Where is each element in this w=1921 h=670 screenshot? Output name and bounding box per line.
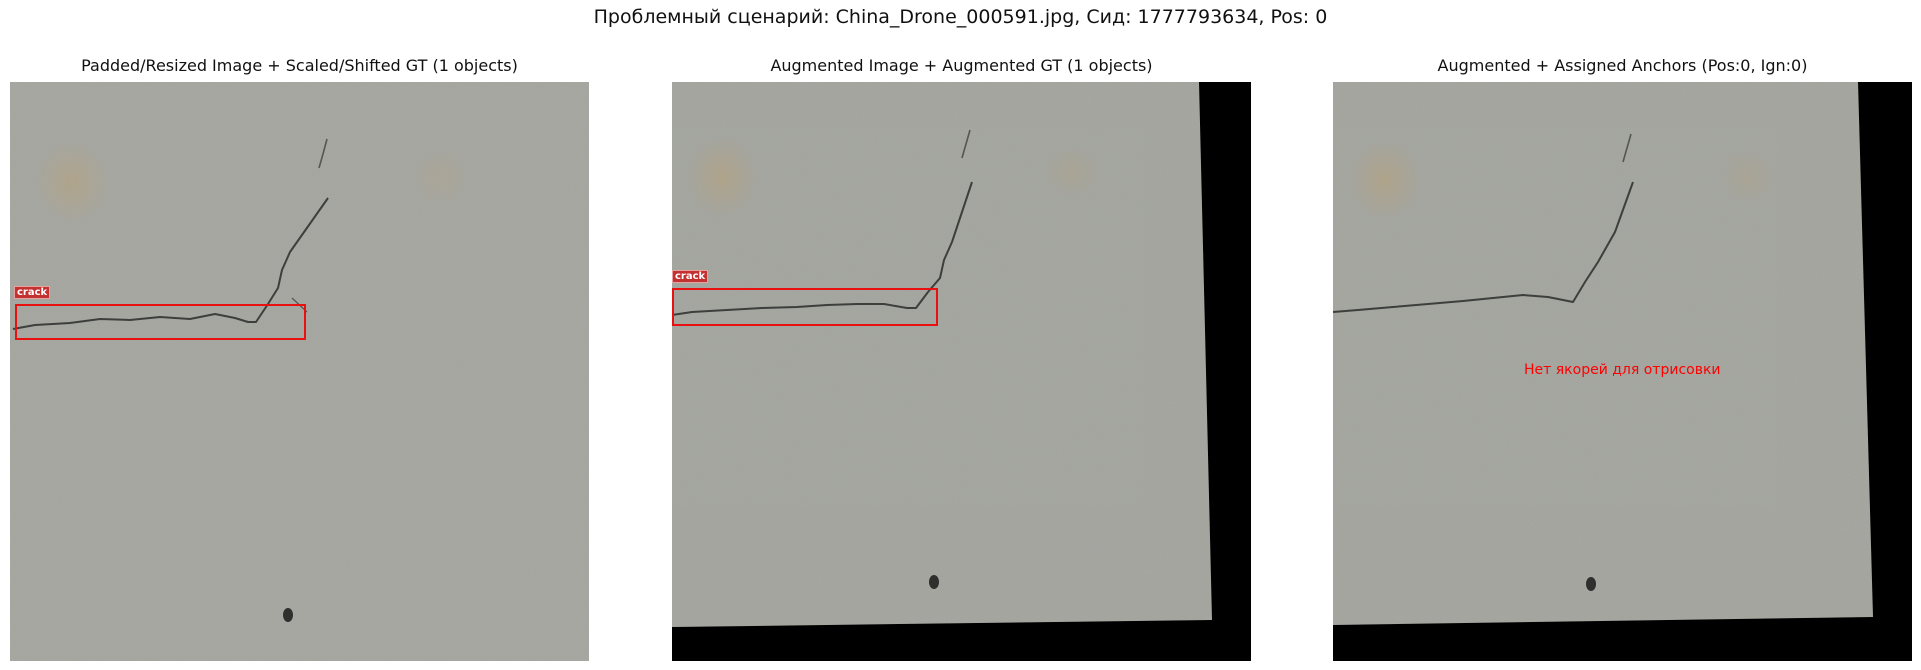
panel-1-title: Padded/Resized Image + Scaled/Shifted GT (1 objects) (81, 56, 518, 75)
panel-3-image (1333, 82, 1912, 661)
ground-truth-box (15, 304, 306, 340)
box-label-crack: crack (672, 270, 708, 283)
panel-2-image (672, 82, 1251, 661)
augmented-ground-truth-box (672, 288, 938, 326)
panel-1-image (10, 82, 589, 661)
panel-2-title: Augmented Image + Augmented GT (1 objects) (770, 56, 1153, 75)
figure-suptitle: Проблемный сценарий: China_Drone_000591.jpg, Сид: 1777793634, Pos: 0 (593, 6, 1328, 28)
augmented-concrete-image (672, 82, 1251, 661)
panel-3-title: Augmented + Assigned Anchors (Pos:0, Ign:0) (1437, 56, 1808, 75)
no-anchors-message: Нет якорей для отрисовки (1524, 362, 1721, 378)
concrete-surface-image (10, 82, 589, 661)
box-label-crack: crack (14, 286, 50, 299)
